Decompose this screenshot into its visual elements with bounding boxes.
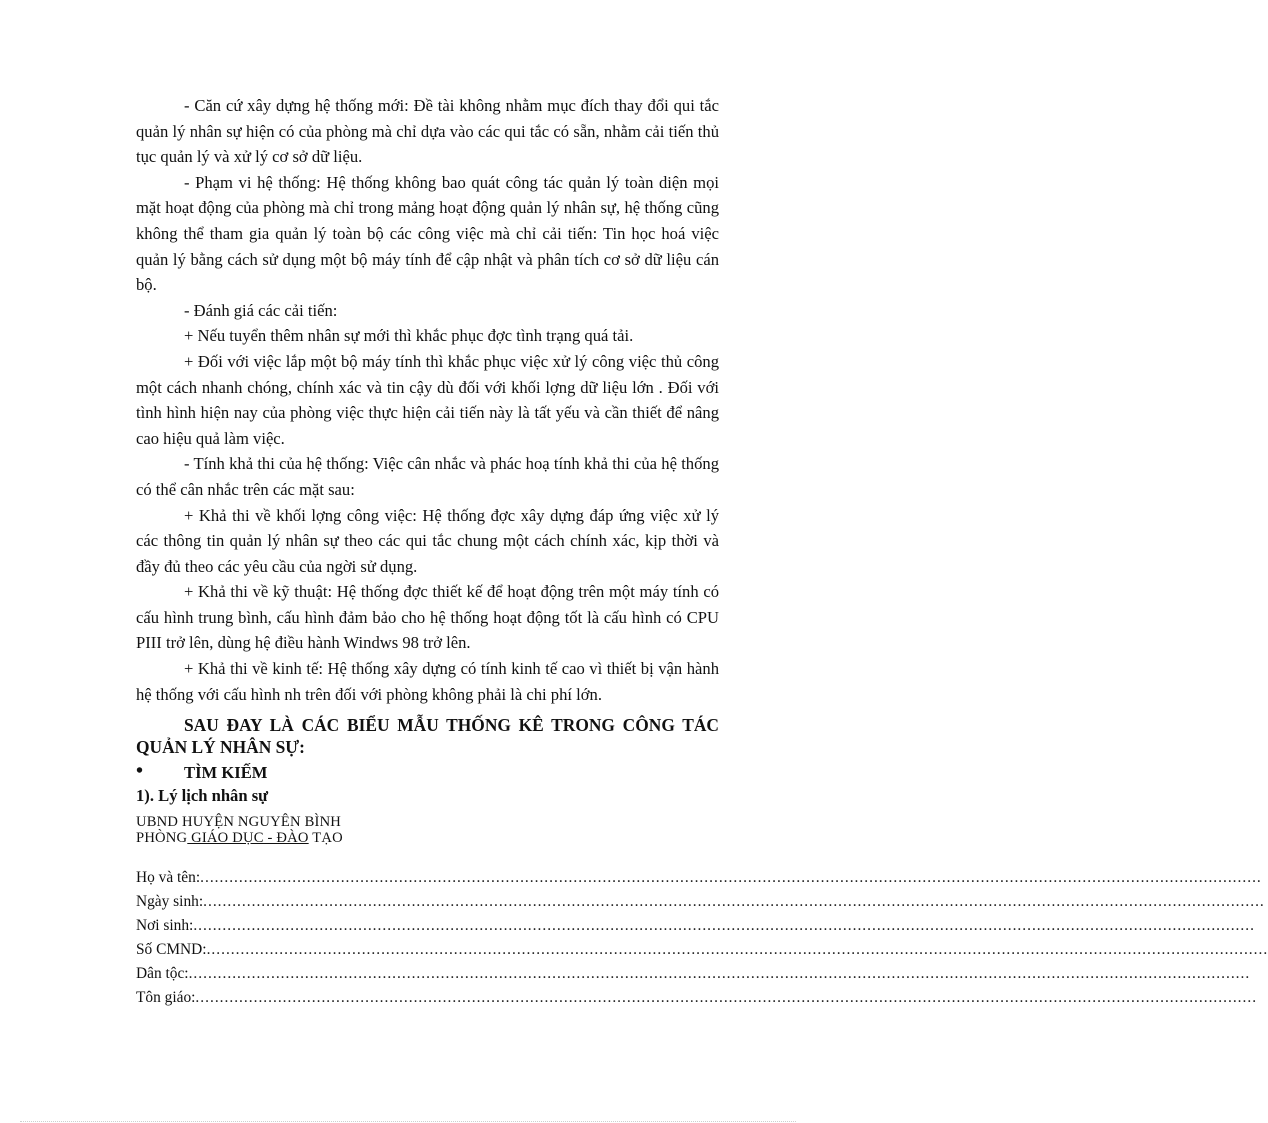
form-label: Dân tộc: <box>136 964 189 982</box>
dot-leader: ........................................................................................................................................................................................................................... <box>193 917 1255 935</box>
form-label: Số CMND: <box>136 940 207 958</box>
form-row-birth-place <box>136 914 1255 938</box>
paragraph-computer: + Đối với việc lắp một bộ máy tính thì khắc phục việc xử lý công việc thủ công một cách nhanh chóng, chính xác và tin cậy dù đối với khối lợng dữ liệu lớn . Đối với tình hình hiện nay của phòng việc thực hiện cải tiến này là tất yếu và cần thiết để nâng cao hiệu quả làm việc. <box>136 351 719 448</box>
paragraph-feasibility: - Tính khả thi của hệ thống: Việc cân nhắc và phác hoạ tính khả thi của hệ thống có thể cân nhắc trên các mặt sau: <box>136 454 719 499</box>
org-line-2-underlined: GIÁO DỤC - ĐÀO <box>187 830 309 847</box>
document-page <box>136 93 1268 1010</box>
dot-leader: ........................................................................................................................................................................................................................... <box>206 940 1268 958</box>
form-row-id-number <box>136 938 1268 962</box>
paragraph-technical: + Khả thi về kỹ thuật: Hệ thống đợc thiết kế để hoạt động trên một máy tính có cấu hình trung bình, cấu hình đảm bảo cho hệ thống hoạt động tốt là cấu hình có CPU PIII trở lên, dùng hệ điều hành Windws 98 trở lên. <box>136 582 719 653</box>
bullet-dot-icon: • <box>136 760 144 783</box>
org-line-2-suffix: TẠO <box>308 830 343 847</box>
subsection-title: 1). Lý lịch nhân sự <box>136 786 269 806</box>
org-line-2 <box>136 830 719 846</box>
form-label: Nơi sinh: <box>136 917 194 935</box>
bullet-label: TÌM KIẾM <box>184 763 268 783</box>
dot-leader: ........................................................................................................................................................................................................................... <box>203 893 1265 911</box>
form-label: Ngày sinh: <box>136 893 204 911</box>
profile-form <box>136 866 1268 1009</box>
paragraph-hiring: + Nếu tuyển thêm nhân sự mới thì khắc phục đợc tình trạng quá tải. <box>184 326 634 346</box>
paragraph-scope: - Phạm vi hệ thống: Hệ thống không bao quát công tác quản lý toàn diện mọi mặt hoạt động của phòng mà chỉ trong mảng hoạt động quản lý nhân sự, hệ thống cũng không thể tham gia quản lý toàn bộ các công việc mà chỉ cải tiến: Tin học hoá việc quản lý bằng cách sử dụng một bộ máy tính để cập nhật và phân tích cơ sở dữ liệu cán bộ. <box>136 172 719 295</box>
form-label: Họ và tên: <box>136 869 201 887</box>
form-row-ethnicity <box>136 962 1251 986</box>
paragraph-workload: + Khả thi về khối lợng công việc: Hệ thống đợc xây dựng đáp ứng việc xử lý các thông tin quản lý nhân sự theo các qui tắc chung một cách chính xác, kịp thời và đầy đủ theo các yêu cầu của ngời sử dụng. <box>136 505 719 576</box>
form-label: Tôn giáo: <box>136 988 196 1006</box>
section-heading: SAU ĐAY LÀ CÁC BIỂU MẪU THỐNG KÊ TRONG CÔNG TÁC QUẢN LÝ NHÂN SỰ: <box>136 715 719 758</box>
org-line-2-prefix: PHÒNG <box>136 830 188 847</box>
form-row-religion <box>136 986 1258 1010</box>
paragraph-economic: + Khả thi về kinh tế: Hệ thống xây dựng có tính kinh tế cao vì thiết bị vận hành hệ thống với cấu hình nh trên đối với phòng không phải là chi phí lớn. <box>136 659 719 704</box>
dot-leader: ........................................................................................................................................................................................................................... <box>188 964 1251 982</box>
form-row-birth-date <box>136 890 1265 914</box>
dot-leader: ........................................................................................................................................................................................................................... <box>200 869 1262 887</box>
dot-leader: ........................................................................................................................................................................................................................... <box>195 988 1258 1006</box>
organization-header <box>136 814 719 846</box>
form-row-full-name <box>136 866 1262 890</box>
org-line-1: UBND HUYỆN NGUYÊN BÌNH <box>136 814 342 831</box>
paragraph-basis: - Căn cứ xây dựng hệ thống mới: Đề tài không nhằm mục đích thay đổi qui tắc quản lý nhân sự hiện có của phòng mà chỉ dựa vào các qui tắc có sẵn, nhằm cải tiến thủ tục quản lý và xử lý cơ sở dữ liệu. <box>136 96 719 167</box>
page-bottom-divider <box>20 1121 796 1122</box>
paragraph-evaluation: - Đánh giá các cải tiến: <box>184 300 338 320</box>
bullet-item <box>136 760 719 783</box>
